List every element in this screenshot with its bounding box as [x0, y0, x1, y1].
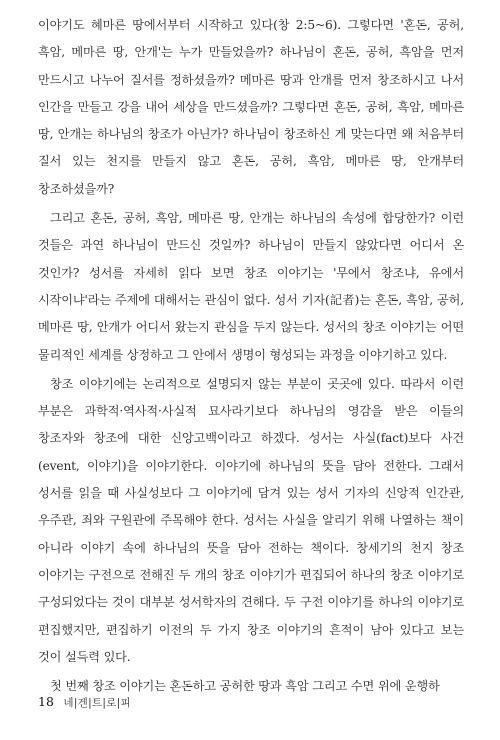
body-text: [38, 12, 464, 700]
running-title: 네|겐|트|로|피: [63, 697, 131, 709]
paragraph-4: 첫 번째 창조 이야기는 혼돈하고 공허한 땅과 흑암 그리고 수면 위에 운행하: [50, 679, 440, 694]
paragraph-2: 그리고 혼돈, 공허, 흑암, 메마른 땅, 안개는 하나님의 속성에 합당한가? 이런 것들은 과연 하나님이 만드신 것일까? 하나님이 만들지 않았다면 어디서 온 것인가? 성서를 자세히 읽다 보면 창조 이야기는 '무에서 창조냐, 유에서 시작이냐'라는 주제에 대해서는 관심이 없다. 성서 기자(記者)는 혼돈, 흑암, 공허, 메마른 땅, 안개가 어디서 왔는지 관심을 두지 않는다. 성서의 창조 이야기는 어떤 물리적인 세계를 상정하고 그 안에서 생명이 형성되는 과정을 이야기하고 있다.: [38, 211, 464, 362]
page-footer: [38, 694, 131, 710]
page-number: 18: [38, 694, 54, 709]
paragraph-3: 창조 이야기에는 논리적으로 설명되지 않는 부분이 곳곳에 있다. 따라서 이런 부분은 과학적·역사적·사실적 묘사라기보다 하나님의 영감을 받은 이들의 창조자와 창조에 대한 신앙고백이라고 하겠다. 성서는 사실(fact)보다 사건(event, 이야기)을 이야기한다. 이야기에 하나님의 뜻을 담아 전한다. 그래서 성서를 읽을 때 사실성보다 그 이야기에 담겨 있는 성서 기자의 신앙적 인간관, 우주관, 죄와 구원관에 주목해야 한다. 성서는 사실을 알리기 위해 나열하는 책이 아니라 이야기 속에 하나님의 뜻을 담아 전하는 책이다. 창세기의 천지 창조 이야기는 구전으로 전해진 두 개의 창조 이야기가 편집되어 하나의 창조 이야기로 구성되었다는 것이 대부분 성서학자의 견해다. 두 구전 이야기를 하나의 이야기로 편집했지만, 편집하기 이전의 두 가지 창조 이야기의 흔적이 남아 있다고 보는 것이 설득력 있다.: [38, 376, 464, 664]
paragraph-1: 이야기도 혜마른 땅에서부터 시작하고 있다(창 2:5~6). 그렇다면 '혼돈, 공허, 흑암, 메마른 땅, 안개'는 누가 만들었을까? 하나님이 혼돈, 공허, 흑암을 먼저 만드시고 나누어 질서를 정하셨을까? 메마른 땅과 안개를 먼저 창조하시고 나서 인간을 만들고 강을 내어 세상을 만드셨을까? 그렇다면 혼돈, 공허, 흑암, 메마른 땅, 안개는 하나님의 창조가 아닌가? 하나님이 창조하신 게 맞는다면 왜 처음부터 질서 있는 천지를 만들지 않고 혼돈, 공허, 흑암, 메마른 땅, 안개부터 창조하셨을까?: [38, 18, 464, 196]
